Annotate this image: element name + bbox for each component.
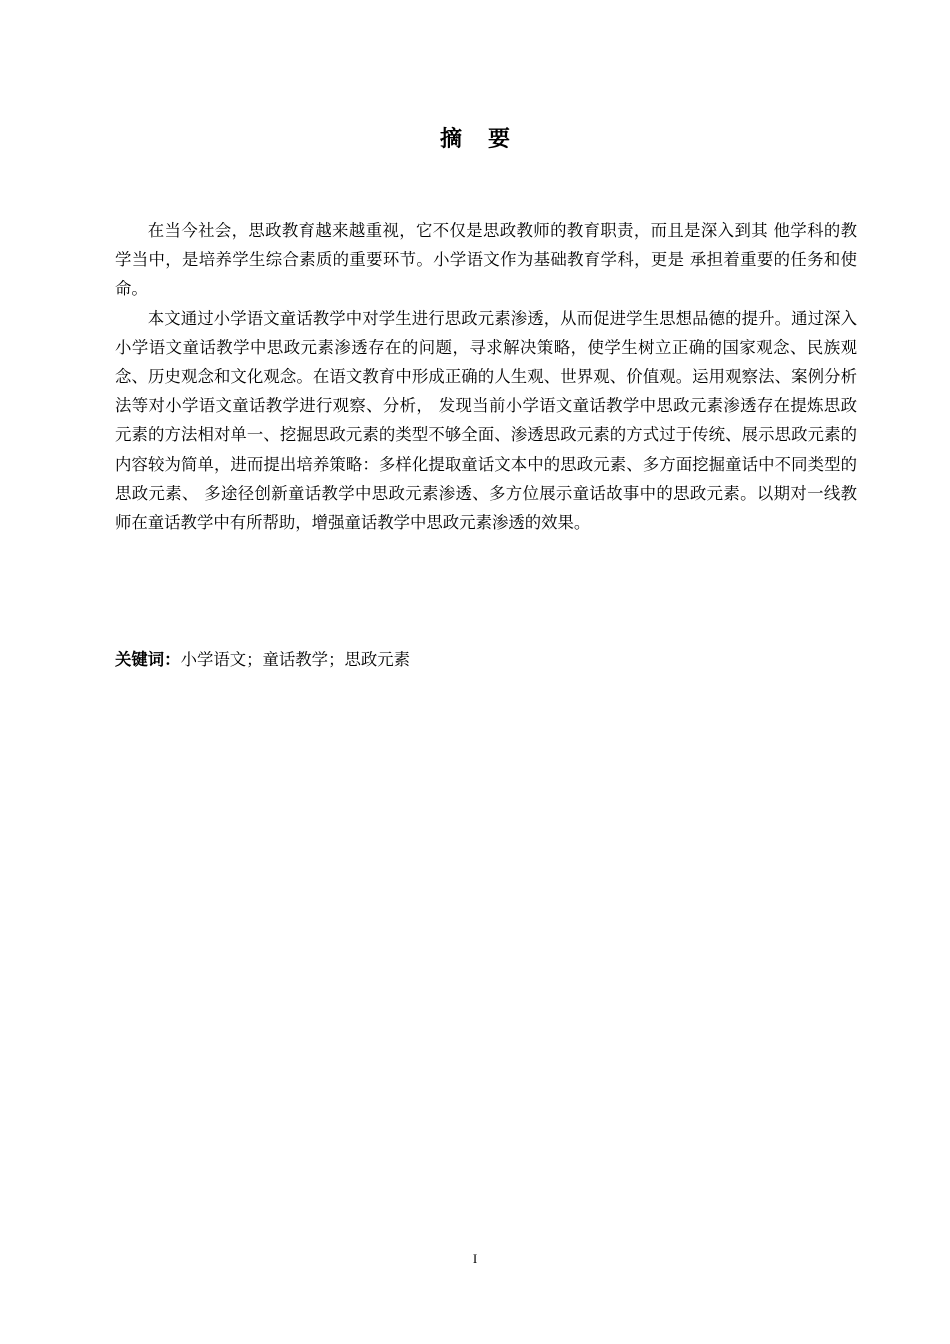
keywords-label: 关键词： — [115, 650, 181, 669]
page-number: I — [472, 1251, 478, 1266]
keywords-value: 小学语文；童话教学；思政元素 — [180, 650, 411, 669]
page-title — [0, 122, 950, 153]
title-char-1: 摘 — [439, 127, 462, 152]
abstract-paragraph-2: 本文通过小学语文童话教学中对学生进行思政元素渗透，从而促进学生思想品德的提升。通过深入小学语文童话教学中思政元素渗透存在的问题，寻求解决策略，使学生树立正确的国家观念、民族观念、历史观念和文化观念。在语文教育中形成正确的人生观、世界观、价值观。运用观察法、案例分析法等对小学语文童话教学进行观察、分析， 发现当前小学语文童话教学中思政元素渗透存在提炼思政元素的方法相对单一、挖掘思政元素的类型不够全面、渗透思政元素的方式过于传统、展示思政元素的内容较为简单，进而提出培养策略：多样化提取童话文本中的思政元素、多方面挖掘童话中不同类型的思政元素、 多途径创新童话教学中思政元素渗透、多方位展示童话故事中的思政元素。以期对一线教 师在童话教学中有所帮助，增强童话教学中思政元素渗透的效果。 — [115, 308, 857, 533]
keywords-line — [115, 648, 857, 672]
abstract-body — [115, 216, 857, 537]
abstract-paragraph-1: 在当今社会，思政教育越来越重视，它不仅是思政教师的教育职责，而且是深入到其 他学科的教学当中，是培养学生综合素质的重要环节。小学语文作为基础教育学科，更是 承担着重要的任务和使命。 — [115, 221, 857, 299]
title-char-2: 要 — [488, 127, 511, 152]
